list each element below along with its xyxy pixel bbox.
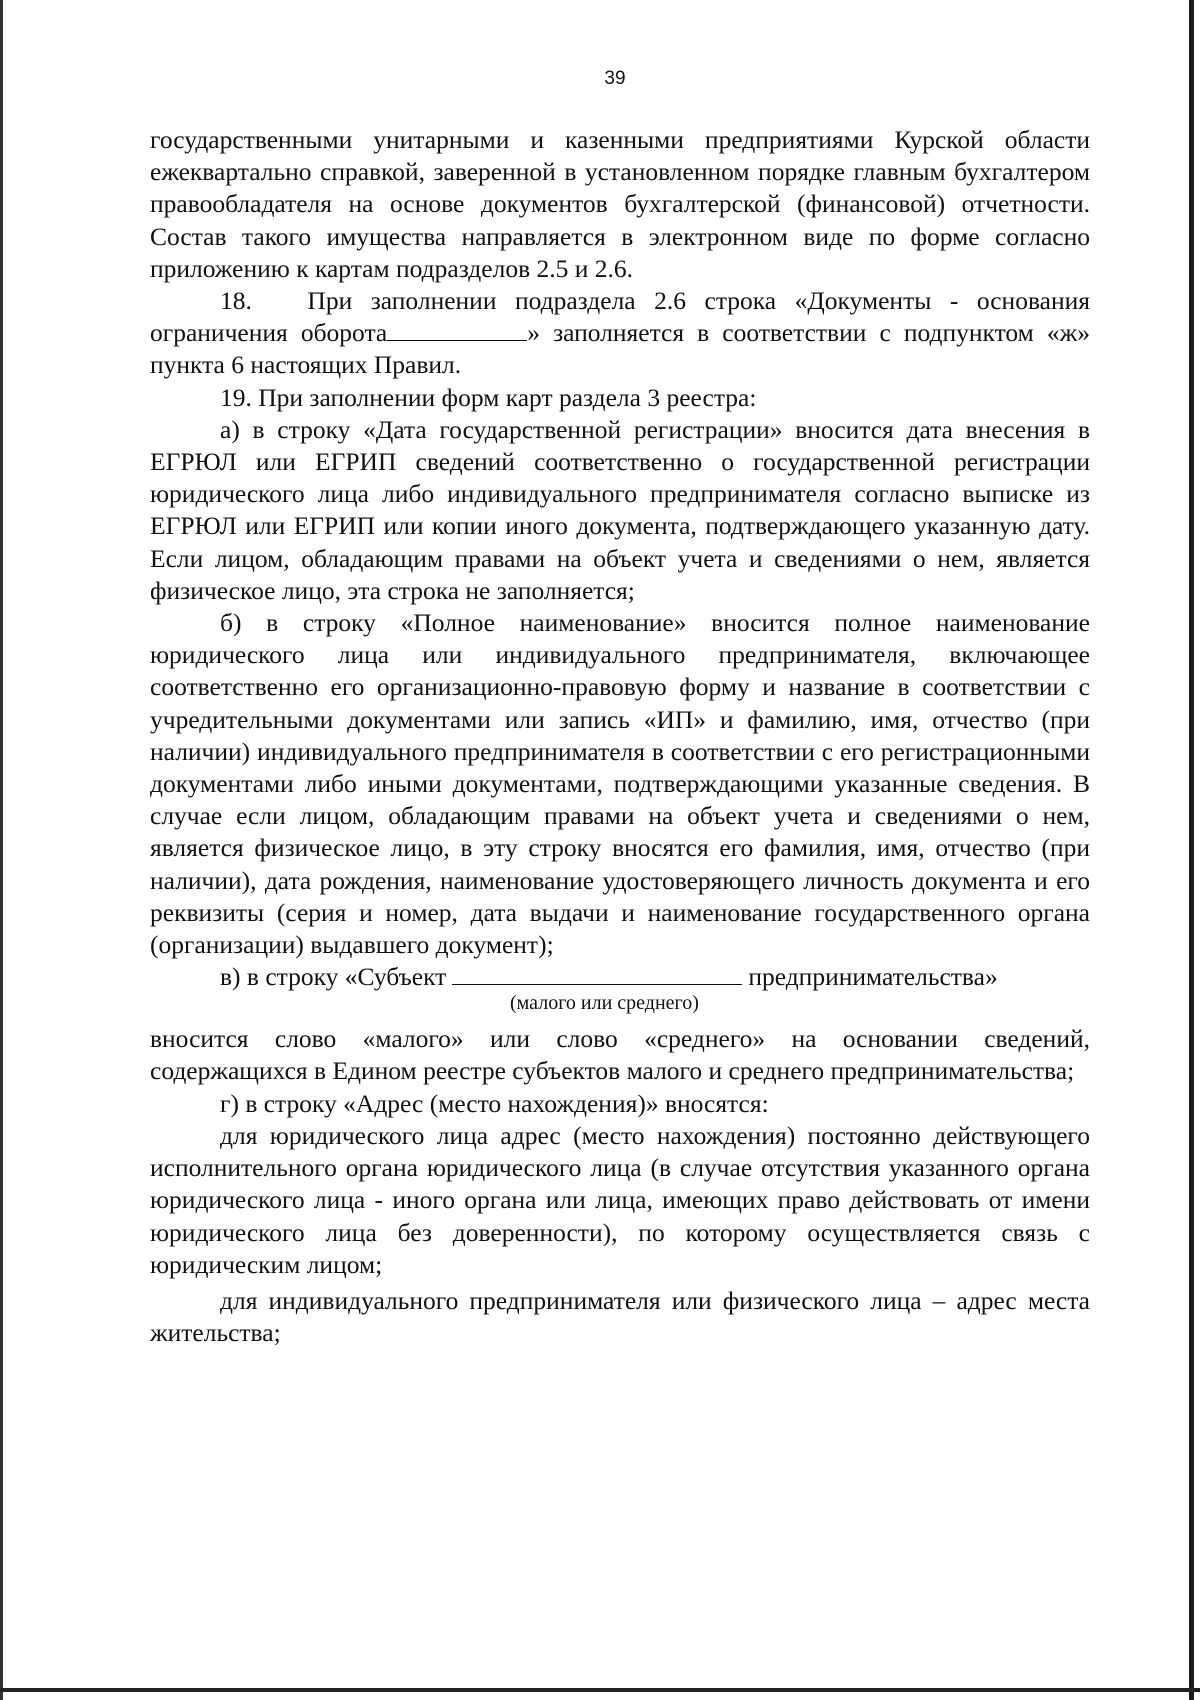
scan-left-edge [0, 0, 3, 1700]
paragraph-18-end: » заполняется в соответствии с подпунктом «ж» пункта 6 настоящих Правил. [150, 318, 1090, 380]
paragraph-19-g-legal: для юридического лица адрес (место нахождения) постоянно действующего исполнительного органа юридического лица (в случае отсутствия указанного органа юридического лица - иного органа или лица, имеющих право действовать от имени юридического лица без доверенности), по которому осуществляется связь с юридическим лицом; [150, 1120, 1090, 1279]
paragraph-19-a: а) в строку «Дата государственной регистрации» вносится дата внесения в ЕГРЮЛ или ЕГРИП сведений соответственно о государственной регистрации юридического лица либо индивидуального предпринимателя согласно выписке из ЕГРЮЛ или ЕГРИП или копии иного документа, подтверждающего указанную дату. Если лицом, обладающим правами на объект учета и сведениями о нем, является физическое лицо, эта строка не заполняется; [150, 414, 1090, 605]
paragraph-18 [150, 285, 1090, 382]
paragraph-19: 19. При заполнении форм карт раздела 3 реестра: [220, 382, 757, 412]
paragraph-continuation: государственными унитарными и казенными предприятиями Курской области ежеквартально справкой, заверенной в установленном порядке главным бухгалтером правообладателя на основе документов бухгалтерской (финансовой) отчетности. Состав такого имущества направляется в электронном виде по форме согласно приложению к картам подразделов 2.5 и 2.6. [150, 125, 1090, 283]
page-number: 39 [604, 68, 626, 89]
paragraph-19-v-continuation: вносится слово «малого» или слово «среднего» на основании сведений, содержащихся в Едином реестре субъектов малого и среднего предпринимательства; [150, 1024, 1090, 1086]
subject-blank [452, 962, 742, 985]
subject-hint: (малого или среднего) [510, 992, 699, 1015]
paragraph-19-g: г) в строку «Адрес (место нахождения)» вносятся: [220, 1088, 769, 1118]
subject-label-start: в) в строку «Субъект [220, 962, 447, 992]
paragraph-19-v-start [150, 961, 1090, 993]
subject-hint-row [150, 993, 1090, 1023]
paragraph-18-start: 18. При заполнении подраздела 2.6 строка «Документы - основания ограничения оборота [150, 286, 1090, 348]
document-body [150, 124, 1090, 1349]
scan-right-edge [1189, 0, 1194, 1700]
fill-in-blank [387, 318, 527, 341]
paragraph-19-g-individual: для индивидуального предпринимателя или физического лица – адрес места жительства; [150, 1285, 1090, 1348]
subject-row [150, 961, 1090, 993]
paragraph-19-b: б) в строку «Полное наименование» вносится полное наименование юридического лица или индивидуального предпринимателя, включающее соответственно его организационно-правовую форму и название в соответствии с учредительными документами или запись «ИП» и фамилию, имя, отчество (при наличии) индивидуального предпринимателя в соответствии с его регистрационными документами либо иными документами, подтверждающими указанные сведения. В случае если лицом, обладающим правами на объект учета и сведениями о нем, является физическое лицо, в эту строку вносятся его фамилия, имя, отчество (при наличии), дата рождения, наименование удостоверяющего личность документа и его реквизиты (серия и номер, дата выдачи и наименование государственного органа (организации) выдавшего документ); [150, 608, 1090, 960]
subject-label-end: предпринимательства» [748, 962, 998, 992]
scan-bottom-edge [0, 1688, 1200, 1692]
